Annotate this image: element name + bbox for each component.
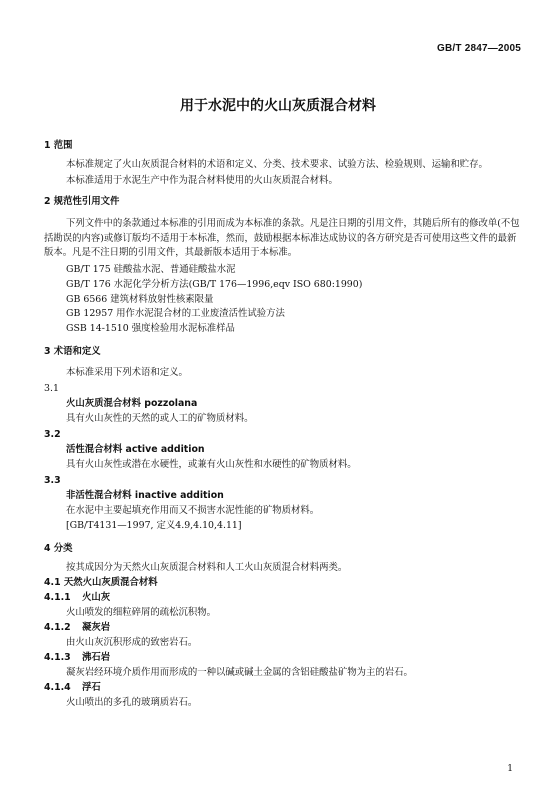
item-definition: 凝灰岩经环境介质作用而形成的一种以碱或碱土金属的含铝硅酸盐矿物为主的岩石。 xyxy=(66,667,413,678)
document-title: 用于水泥中的火山灰质混合材料 xyxy=(180,98,376,114)
term-definition: 具有火山灰性或潜在水硬性，或兼有火山灰性和水硬性的矿物质材料。 xyxy=(66,459,357,470)
item-term: 火山灰 xyxy=(82,592,111,603)
item-term: 沸石岩 xyxy=(82,652,111,663)
term-name: 活性混合材料 active addition xyxy=(66,444,205,455)
section-2-heading: 2 规范性引用文件 xyxy=(44,196,120,207)
term-definition: 具有火山灰性的天然的或人工的矿物质材料。 xyxy=(66,413,254,424)
reference-item: GSB 14-1510 强度检验用水泥标准样品 xyxy=(66,323,235,334)
reference-item: GB 6566 建筑材料放射性核素限量 xyxy=(66,294,214,305)
term-number: 3.3 xyxy=(44,475,61,486)
section-2-intro: 下列文件中的条款通过本标准的引用而成为本标准的条款。凡是注日期的引用文件，其随后所有的修改单(不包括勘误的内容)或修订版均不适用于本标准，然而，鼓励根据本标准达成协议的各方研究是否可使用这些文件的最新版本。凡是不注日期的引用文件，其最新版本适用于本标准。 xyxy=(44,218,520,258)
reference-item: GB/T 176 水泥化学分析方法(GB/T 176—1996,eqv ISO 680:1990) xyxy=(66,279,363,290)
term-name: 火山灰质混合材料 pozzolana xyxy=(66,398,198,409)
reference-item: GB/T 175 硅酸盐水泥、普通硅酸盐水泥 xyxy=(66,264,236,275)
item-number: 4.1.3 xyxy=(44,652,71,663)
item-term: 凝灰岩 xyxy=(82,622,111,633)
term-number: 3.1 xyxy=(44,383,59,394)
section-1-line-1: 本标准规定了火山灰质混合材料的术语和定义、分类、技术要求、试验方法、检验规则、运输和贮存。 xyxy=(66,159,488,170)
item-term: 浮石 xyxy=(82,682,101,693)
item-number: 4.1.1 xyxy=(44,592,71,603)
term-definition: 在水泥中主要起填充作用而又不损害水泥性能的矿物质材料。 xyxy=(66,505,320,516)
page-number: 1 xyxy=(507,764,513,774)
term-number: 3.2 xyxy=(44,429,61,440)
item-definition: 火山喷发的细粒碎屑的疏松沉积物。 xyxy=(66,607,217,618)
subsection-heading: 4.1 天然火山灰质混合材料 xyxy=(44,577,158,588)
item-number: 4.1.4 xyxy=(44,682,71,693)
section-4-heading: 4 分类 xyxy=(44,543,73,554)
item-definition: 由火山灰沉积形成的致密岩石。 xyxy=(66,637,198,648)
section-1-line-2: 本标准适用于水泥生产中作为混合材料使用的火山灰质混合材料。 xyxy=(66,175,338,186)
reference-item: GB 12957 用作水泥混合材的工业废渣活性试验方法 xyxy=(66,308,285,319)
item-number: 4.1.2 xyxy=(44,622,71,633)
section-3-heading: 3 术语和定义 xyxy=(44,346,101,357)
standard-number: GB/T 2847—2005 xyxy=(437,43,521,54)
term-source-note: [GB/T4131—1997, 定义4.9,4.10,4.11] xyxy=(66,520,242,531)
item-definition: 火山喷出的多孔的玻璃质岩石。 xyxy=(66,697,198,708)
section-3-intro: 本标准采用下列术语和定义。 xyxy=(66,367,188,378)
term-name: 非活性混合材料 inactive addition xyxy=(66,490,224,501)
section-4-intro: 按其成因分为天然火山灰质混合材料和人工火山灰质混合材料两类。 xyxy=(66,562,348,573)
section-1-heading: 1 范围 xyxy=(44,140,73,151)
